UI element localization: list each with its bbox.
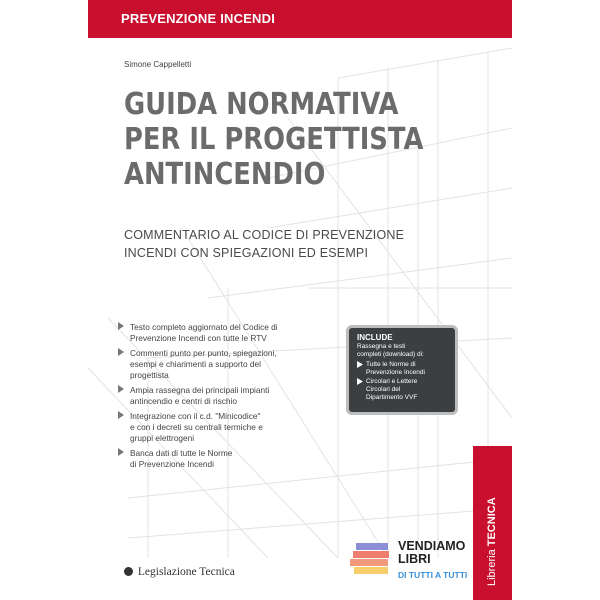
book-stack-icon [350, 559, 388, 566]
title-line: ANTINCENDIO [124, 157, 326, 192]
include-box [346, 325, 458, 415]
subtitle-line: INCENDI CON SPIEGAZIONI ED ESEMPI [124, 246, 369, 260]
feature-line: e con i decreti su centrali termiche e [130, 422, 263, 432]
include-item-line: Prevenzione Incendi [366, 369, 425, 376]
include-item [357, 378, 447, 402]
book-stack-icon [353, 551, 389, 558]
subtitle-line: COMMENTARIO AL CODICE DI PREVENZIONE [124, 228, 405, 242]
collection-label [486, 440, 498, 586]
book-stack-icon [354, 567, 388, 574]
include-title: INCLUDE [357, 333, 393, 342]
collection-prefix: Libreria [486, 546, 498, 586]
include-description [357, 343, 447, 359]
feature-line: esempi e chiarimenti a supporto del [130, 359, 261, 369]
title-line: PER IL PROGETTISTA [124, 122, 424, 157]
publisher-logo [124, 566, 235, 578]
include-item [357, 361, 447, 377]
feature-line: di Prevenzione Incendi [130, 459, 214, 469]
bullet-icon [118, 385, 124, 396]
feature-line: Prevenzione Incendi con tutte le RTV [130, 333, 267, 343]
bullet-icon [118, 348, 124, 359]
include-item-line: Dipartimento VVF [366, 394, 418, 401]
author-name: Simone Cappelletti [124, 60, 192, 69]
feature-line: Commenti punto per punto, spiegazioni, [130, 348, 277, 358]
collection-tab [473, 446, 512, 600]
promo-badge [350, 537, 470, 587]
publisher-emblem-icon [124, 567, 133, 576]
feature-list [118, 322, 308, 474]
arrow-icon [357, 361, 363, 371]
include-item-line: Circolari del [366, 386, 401, 393]
feature-item [118, 322, 308, 344]
include-description-line: completi (download) di: [357, 351, 424, 358]
bullet-icon [118, 322, 124, 333]
book-cover [88, 0, 512, 600]
promo-line: VENDIAMO [398, 539, 466, 553]
feature-item [118, 448, 308, 470]
collection-emphasis: TECNICA [486, 497, 498, 547]
book-title [124, 87, 423, 192]
bullet-icon [118, 448, 124, 459]
book-stack-icon [356, 543, 388, 550]
feature-line: progettista [130, 370, 169, 380]
arrow-icon [357, 378, 363, 388]
book-subtitle [124, 226, 404, 262]
include-item-line: Tutte le Norme di [366, 361, 416, 368]
publisher-name: Legislazione Tecnica [137, 566, 235, 578]
bullet-icon [118, 411, 124, 422]
feature-line: Integrazione con il c.d. "Minicodice" [130, 411, 261, 421]
series-label: PREVENZIONE INCENDI [121, 11, 276, 26]
feature-line: Ampia rassegna dei principali impianti [130, 385, 270, 395]
title-line: GUIDA NORMATIVA [124, 87, 399, 122]
feature-item [118, 385, 308, 407]
feature-line: Testo completo aggiornato del Codice di [130, 322, 278, 332]
feature-item [118, 411, 308, 444]
feature-line: gruppi elettrogeni [130, 433, 195, 443]
include-item-line: Circolari e Lettere [366, 378, 418, 385]
feature-line: Banca dati di tutte le Norme [130, 448, 233, 458]
series-banner [88, 0, 512, 38]
feature-item [118, 348, 308, 381]
include-description-line: Rassegna e testi [357, 343, 406, 350]
feature-line: antincendio e centri di rischio [130, 396, 237, 406]
promo-tagline: DI TUTTI A TUTTI [398, 570, 468, 580]
promo-line: LIBRI [398, 552, 431, 566]
